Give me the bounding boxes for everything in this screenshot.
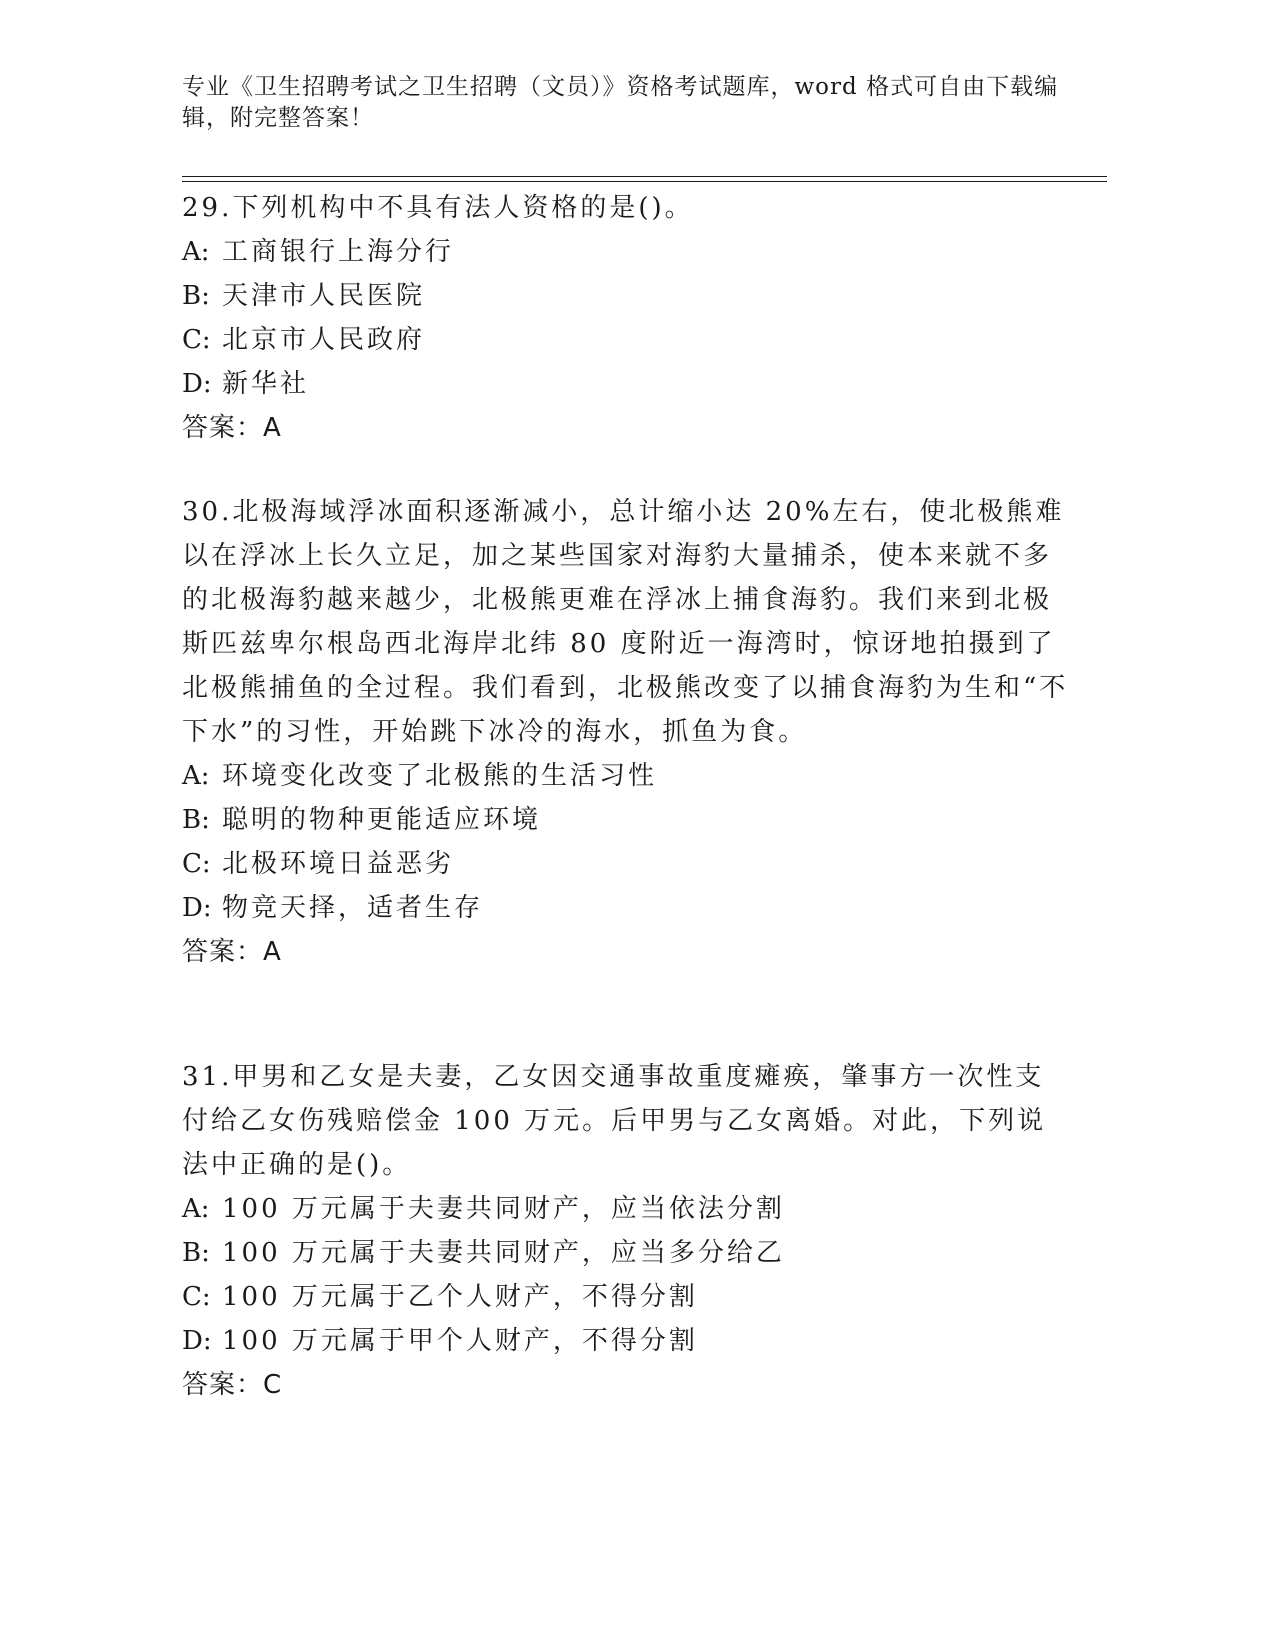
option-text: 聪明的物种更能适应环境 <box>222 805 542 835</box>
option-b <box>182 798 1072 842</box>
option-text: 100 万元属于甲个人财产，不得分割 <box>222 1326 698 1356</box>
header-divider-top <box>182 176 1107 177</box>
option-c <box>182 842 1072 886</box>
question-stem: 30.北极海域浮冰面积逐渐减小，总计缩小达 20%左右，使北极熊难以在浮冰上长久立足，加之某些国家对海豹大量捕杀，使本来就不多的北极海豹越来越少，北极熊更难在浮冰上捕食海豹。我们来到北极斯匹兹卑尔根岛西北海岸北纬 80 度附近一海湾时，惊讶地拍摄到了北极熊捕鱼的全过程。我们看到，北极熊改变了以捕食海豹为生和“不下水”的习性，开始跳下冰冷的海水，抓鱼为食。 <box>182 497 1069 747</box>
option-a <box>182 1187 1072 1231</box>
option-a <box>182 754 1072 798</box>
option-b <box>182 274 1072 318</box>
header-divider-bottom <box>182 181 1107 182</box>
question-stem: 29.下列机构中不具有法人资格的是()。 <box>182 193 694 223</box>
document-header: 专业《卫生招聘考试之卫生招聘（文员）》资格考试题库，word 格式可自由下载编辑，附完整答案！ <box>182 74 1059 131</box>
option-c <box>182 318 1072 362</box>
option-letter: D: <box>182 1326 212 1356</box>
option-a <box>182 230 1072 274</box>
option-text: 100 万元属于夫妻共同财产，应当多分给乙 <box>222 1238 785 1268</box>
option-text: 100 万元属于乙个人财产，不得分割 <box>222 1282 698 1312</box>
option-text: 环境变化改变了北极熊的生活习性 <box>222 761 658 791</box>
option-text: 物竞天择，适者生存 <box>222 893 484 923</box>
question-30 <box>182 490 1072 974</box>
option-letter: D: <box>182 893 212 923</box>
option-text: 北极环境日益恶劣 <box>222 849 455 879</box>
option-d <box>182 1319 1072 1363</box>
option-c <box>182 1275 1072 1319</box>
question-29 <box>182 186 1072 450</box>
option-text: 工商银行上海分行 <box>222 237 455 267</box>
answer-line: 答案：A <box>182 413 282 443</box>
answer-line: 答案：C <box>182 1370 283 1400</box>
option-text: 北京市人民政府 <box>222 325 426 355</box>
option-letter: C: <box>182 1282 211 1312</box>
option-text: 100 万元属于夫妻共同财产，应当依法分割 <box>222 1194 785 1224</box>
question-stem: 31.甲男和乙女是夫妻，乙女因交通事故重度瘫痪，肇事方一次性支付给乙女伤残赔偿金 100 万元。后甲男与乙女离婚。对此，下列说法中正确的是()。 <box>182 1062 1047 1180</box>
option-letter: A: <box>182 761 210 791</box>
option-text: 新华社 <box>222 369 310 399</box>
option-d <box>182 886 1072 930</box>
option-letter: C: <box>182 325 211 355</box>
answer-line: 答案：A <box>182 937 282 967</box>
option-d <box>182 362 1072 406</box>
option-letter: C: <box>182 849 211 879</box>
option-text: 天津市人民医院 <box>222 281 426 311</box>
option-letter: A: <box>182 237 210 267</box>
option-letter: B: <box>182 281 210 311</box>
option-b <box>182 1231 1072 1275</box>
question-31 <box>182 1055 1072 1407</box>
option-letter: B: <box>182 1238 210 1268</box>
option-letter: A: <box>182 1194 210 1224</box>
option-letter: B: <box>182 805 210 835</box>
option-letter: D: <box>182 369 212 399</box>
